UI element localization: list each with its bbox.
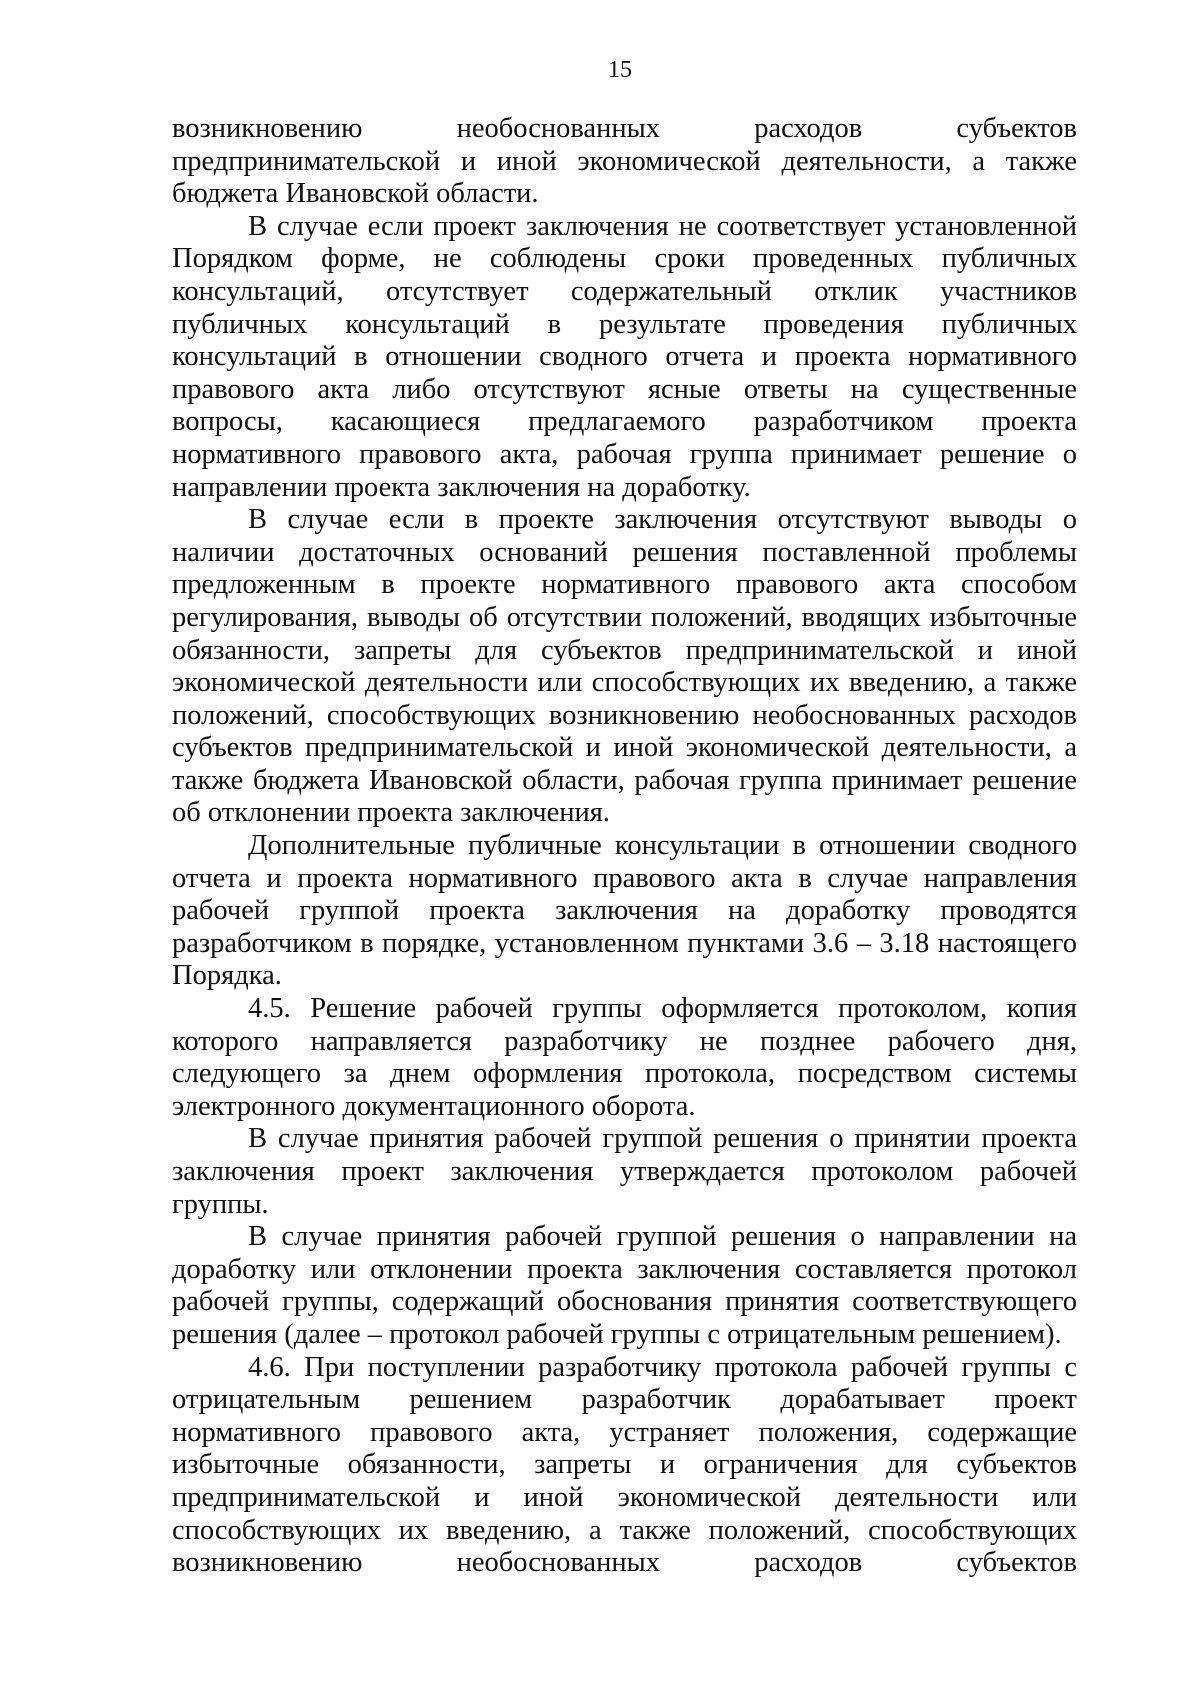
- paragraph-approval: В случае принятия рабочей группой решения о принятии проекта заключения проект заключения утверждается протоколом рабочей группы.: [172, 1123, 1077, 1220]
- paragraph-4-6: 4.6. При поступлении разработчику протокола рабочей группы с отрицательным решением разработчик дорабатывает проект нормативного правового акта, устраняет положения, содержащие избыточные обязанности, запреты и ограничения для субъектов предпринимательской и иной экономической деятельности или способствующих их введению, а также положений, способствующих возникновению необоснованных расходов субъектов: [172, 1351, 1077, 1579]
- document-body: [172, 113, 1077, 1580]
- paragraph-negative-protocol: В случае принятия рабочей группой решения о направлении на доработку или отклонении проекта заключения составляется протокол рабочей группы, содержащий обоснования принятия соответствующего решения (далее – протокол рабочей группы с отрицательным решением).: [172, 1221, 1077, 1350]
- paragraph-continuation: возникновению необоснованных расходов субъектов предпринимательской и иной экономической деятельности, а также бюджета Ивановской области.: [172, 113, 1077, 210]
- page-number: 15: [608, 57, 632, 83]
- paragraph-rejection-conditions: В случае если в проекте заключения отсутствуют выводы о наличии достаточных оснований решения поставленной проблемы предложенным в проекте нормативного правового акта способом регулирования, выводы об отсутствии положений, вводящих избыточные обязанности, запреты для субъектов предпринимательской и иной экономической деятельности или способствующих их введению, а также положений, способствующих возникновению необоснованных расходов субъектов предпринимательской и иной экономической деятельности, а также бюджета Ивановской области, рабочая группа принимает решение об отклонении проекта заключения.: [172, 504, 1077, 829]
- paragraph-4-5: 4.5. Решение рабочей группы оформляется протоколом, копия которого направляется разработчику не позднее рабочего дня, следующего за днем оформления протокола, посредством системы электронного документационного оборота.: [172, 993, 1077, 1122]
- paragraph-revision-conditions: В случае если проект заключения не соответствует установленной Порядком форме, не соблюдены сроки проведенных публичных консультаций, отсутствует содержательный отклик участников публичных консультаций в результате проведения публичных консультаций в отношении сводного отчета и проекта нормативного правового акта либо отсутствуют ясные ответы на существенные вопросы, касающиеся предлагаемого разработчиком проекта нормативного правового акта, рабочая группа принимает решение о направлении проекта заключения на доработку.: [172, 210, 1077, 503]
- paragraph-additional-consultations: Дополнительные публичные консультации в отношении сводного отчета и проекта нормативного правового акта в случае направления рабочей группой проекта заключения на доработку проводятся разработчиком в порядке, установленном пунктами 3.6 – 3.18 настоящего Порядка.: [172, 830, 1077, 992]
